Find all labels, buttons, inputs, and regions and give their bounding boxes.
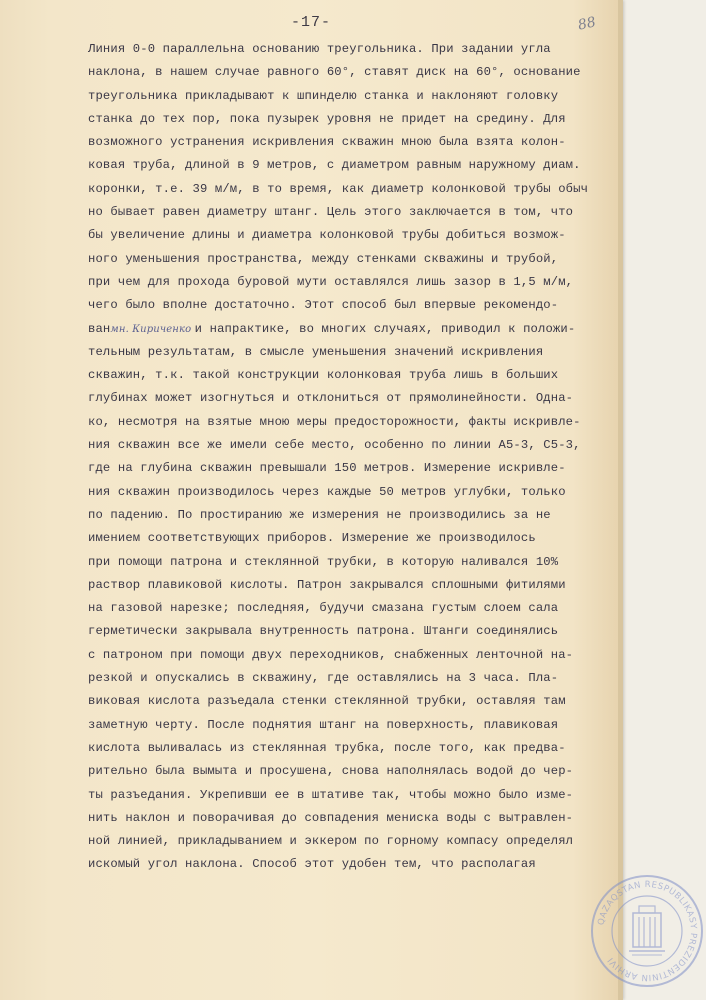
text-line: возможного устранения искривления скважин мною была взята колон-	[88, 135, 566, 150]
text-line: нить наклон и поворачивая до совпадения мениска воды с вытравлен-	[88, 810, 574, 825]
text-line: имением соответствующих приборов. Измерение же производилось	[88, 531, 536, 546]
text-line: тельным результатам, в смысле уменьшения значений искривления	[88, 344, 544, 359]
text-line: где на глубина скважин превышали 150 метров. Измерение искривле-	[88, 461, 566, 476]
text-line: рительно была вымыта и просушена, снова наполнялась водой до чер-	[88, 764, 574, 779]
text-line: треугольника прикладывают к шпинделю станка и наклоняют головку	[88, 88, 559, 103]
page-edge	[618, 0, 623, 1000]
text-line: на газовой нарезке; последняя, будучи смазана густым слоем сала	[88, 601, 559, 616]
page-number: -17-	[290, 14, 331, 31]
text-line: по падению. По простиранию же измерения не производились за не	[88, 507, 551, 522]
text-line: но бывает равен диаметру штанг. Цель этого заключается в том, что	[88, 205, 574, 220]
text-line: ного уменьшения пространства, между стенками скважины и трубой,	[88, 251, 559, 266]
text-line: ковая труба, длиной в 9 метров, с диаметром равным наружному диам.	[88, 158, 581, 173]
text-line: бы увеличение длины и диаметра колонковой трубы добиться возмож-	[88, 228, 566, 243]
text-line: заметную черту. После поднятия штанг на поверхность, плавиковая	[88, 717, 559, 732]
folio-number: 88	[576, 14, 598, 34]
text-line: виковая кислота разъедала стенки стеклянной трубки, оставляя там	[88, 694, 566, 709]
text-line: с патроном при помощи двух переходников, снабженных ленточной на-	[88, 647, 574, 662]
stamp-graphic	[592, 876, 702, 986]
text-line: ко, несмотря на взятые мною меры предосторожности, факты искривле-	[88, 414, 581, 429]
archive-stamp	[589, 873, 705, 989]
stamp-text: QAZAQSTAN RESPUBLIKASY PREZIDENTININ ARHIVI	[596, 879, 699, 983]
text-line: глубинах может изогнуться и отклониться от прямолинейности. Одна-	[88, 391, 574, 406]
text-line: станка до тех пор, пока пузырек уровня не придет на средину. Для	[88, 111, 566, 126]
text-line: герметически закрывала внутренность патрона. Штанги соединялись	[88, 624, 559, 639]
text-line: ния скважин все же имели себе место, особенно по линии А5-3, С5-3,	[88, 438, 581, 453]
handwritten-insert: мн. Кириченко	[110, 323, 195, 335]
text-line: раствор плавиковой кислоты. Патрон закрывался сплошными фитилями	[88, 577, 566, 592]
text-line: ния скважин производилось через каждые 50 метров углубки, только	[88, 484, 566, 499]
text-line: ванмн. Кириченко и напрактике, во многих случаях, приводил к положи-	[88, 321, 576, 336]
text-line: кислота выливалась из стеклянная трубка, после того, как предва-	[88, 740, 566, 755]
text-line: Линия 0-0 параллельна основанию треугольника. При задании угла	[88, 42, 551, 56]
text-line: коронки, т.е. 39 м/м, в то время, как диаметр колонковой трубы обыч	[88, 181, 589, 196]
text-line: при чем для прохода буровой мути оставлялся лишь зазор в 1,5 м/м,	[88, 274, 574, 289]
building-icon	[629, 906, 665, 955]
text-line: чего было вполне достаточно. Этот способ был впервые рекомендо-	[88, 298, 559, 313]
typewritten-body	[88, 38, 588, 877]
text-line: ной линией, прикладыванием и эккером по горному компасу определял	[88, 834, 574, 849]
text-line: скважин, т.к. такой конструкции колонковая труба лишь в больших	[88, 368, 559, 383]
text-line: ты разъедания. Укрепивши ее в штативе так, чтобы можно было изме-	[88, 787, 574, 802]
text-line: наклона, в нашем случае равного 60°, ставят диск на 60°, основание	[88, 65, 581, 80]
text-line: резкой и опускались в скважину, где оставлялись на 3 часа. Пла-	[88, 671, 559, 686]
text-line: искомый угол наклона. Способ этот удобен тем, что располагая	[88, 857, 536, 872]
text-line: при помощи патрона и стеклянной трубки, в которую наливался 10%	[88, 554, 559, 569]
